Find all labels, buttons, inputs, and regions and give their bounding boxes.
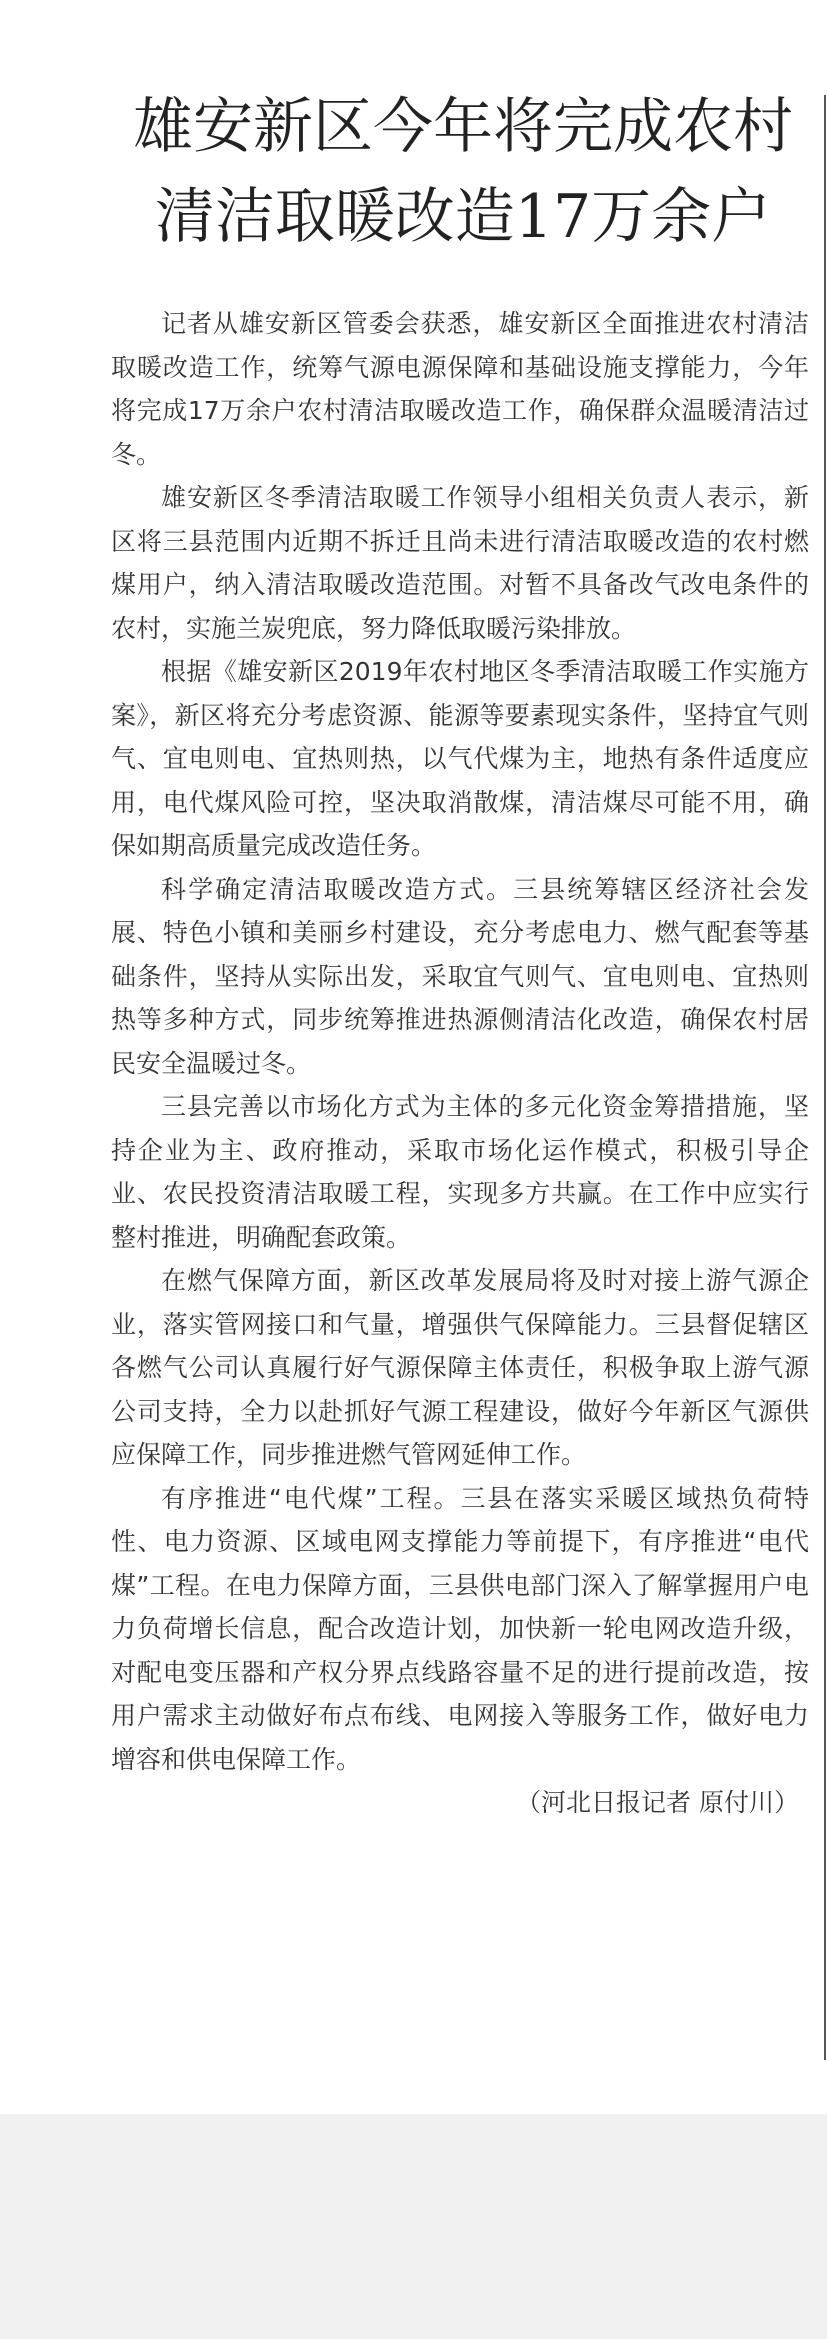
- article-paragraph-2: 雄安新区冬季清洁取暖工作领导小组相关负责人表示，新区将三县范围内近期不拆迁且尚未进行清洁取暖改造的农村燃煤用户，纳入清洁取暖改造范围。对暂不具备改气改电条件的农村，实施兰炭兜底，努力降低取暖污染排放。: [111, 483, 809, 643]
- article-paragraph-7: 有序推进“电代煤”工程。三县在落实采暖区域热负荷特性、电力资源、区域电网支撑能力等前提下，有序推进“电代煤”工程。在电力保障方面，三县供电部门深入了解掌握用户电力负荷增长信息，配合改造计划，加快新一轮电网改造升级，对配电变压器和产权分界点线路容量不足的进行提前改造，按用户需求主动做好布点布线、电网接入等服务工作，做好电力增容和供电保障工作。: [111, 1483, 809, 1774]
- article-byline: （河北日报记者 原付川）: [516, 1788, 799, 1817]
- article-paragraph-3: 根据《雄安新区2019年农村地区冬季清洁取暖工作实施方案》，新区将充分考虑资源、能源等要素现实条件，坚持宜气则气、宜电则电、宜热则热，以气代煤为主，地热有条件适度应用，电代煤风险可控，坚决取消散煤，清洁煤尽可能不用，确保如期高质量完成改造任务。: [111, 657, 809, 860]
- article-paragraph-5: 三县完善以市场化方式为主体的多元化资金筹措措施，坚持企业为主、政府推动，采取市场化运作模式，积极引导企业、农民投资清洁取暖工程，实现多方共赢。在工作中应实行整村推进，明确配套政策。: [111, 1092, 809, 1252]
- article-title: 雄安新区今年将完成农村清洁取暖改造17万余户: [133, 92, 793, 252]
- article-paragraph-4: 科学确定清洁取暖改造方式。三县统筹辖区经济社会发展、特色小镇和美丽乡村建设，充分考虑电力、燃气配套等基础条件，坚持从实际出发，采取宜气则气、宜电则电、宜热则热等多种方式，同步统筹推进热源侧清洁化改造，确保农村居民安全温暖过冬。: [111, 874, 809, 1078]
- article-paragraph-1: 记者从雄安新区管委会获悉，雄安新区全面推进农村清洁取暖改造工作，统筹气源电源保障和基础设施支撑能力，今年将完成17万余户农村清洁取暖改造工作，确保群众温暖清洁过冬。: [111, 309, 809, 469]
- article-paragraph-6: 在燃气保障方面，新区改革发展局将及时对接上游气源企业，落实管网接口和气量，增强供气保障能力。三县督促辖区各燃气公司认真履行好气源保障主体责任，积极争取上游气源公司支持，全力以赴抓好气源工程建设，做好今年新区气源供应保障工作，同步推进燃气管网延伸工作。: [111, 1266, 809, 1469]
- page-footer-area: [0, 2114, 827, 2339]
- page-edge-divider: [824, 95, 826, 2060]
- article-body: [111, 302, 809, 1825]
